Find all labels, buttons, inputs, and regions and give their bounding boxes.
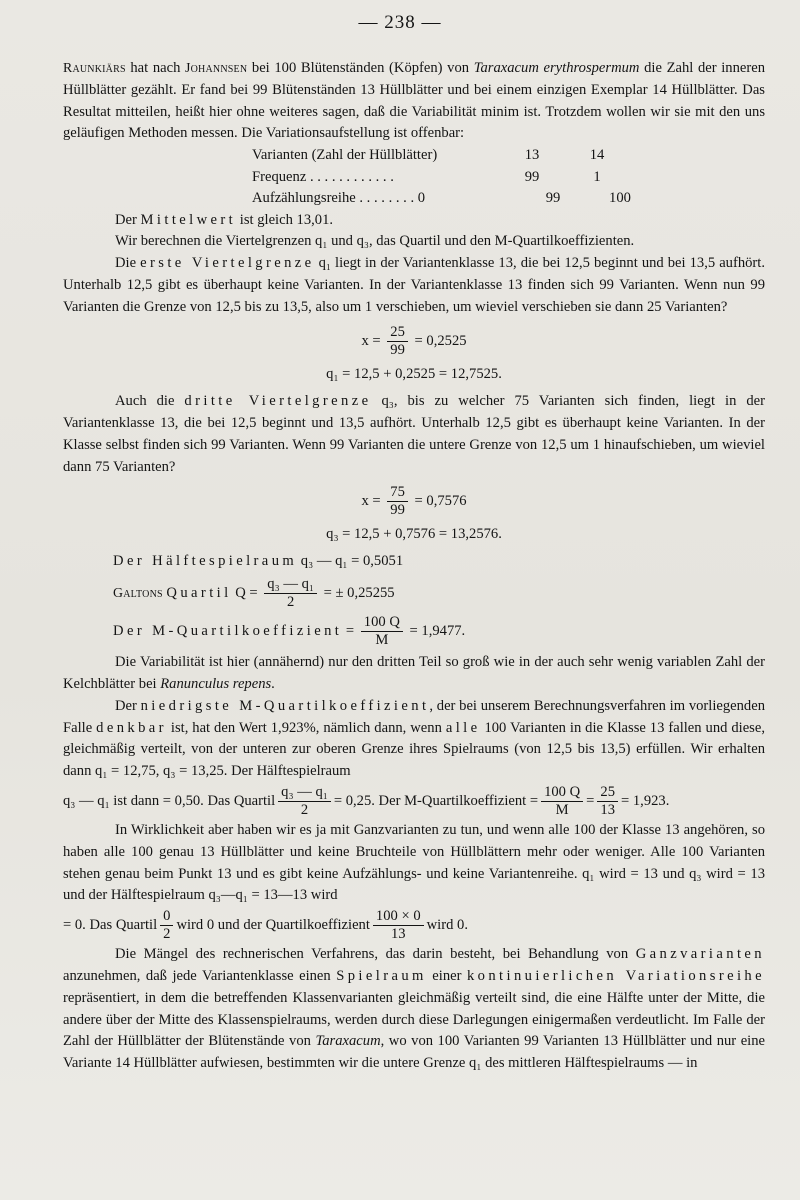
table-row: Varianten (Zahl der Hüllblätter) 13 14 bbox=[252, 147, 605, 164]
species-name: Ranunculus repens bbox=[160, 676, 272, 693]
paragraph-erste-viertelgrenze: Die erste Viertelgrenze q₁ liegt in der Variantenklasse 13, die bei 12,5 beginnt und bei 13,5 aufhört. Unterhalb 12,5 gibt es überhaupt keine Varianten. In der Variantenklasse 13 finden sich 99 Varianten. Wenn nun 99 Varianten die Grenze von 12,5 bis zu 13,5, also um 1 verschieben, um wieviel verschieben sie dann 25 Varianten? bbox=[63, 255, 765, 315]
formula-line-null: = 0. Das Quartil $\frac{0}{2}$ wird 0 und der Quartilkoeffizient $\frac{100 \times 0}{13}$ wird 0. bbox=[63, 908, 468, 943]
definition-m-quartilkoeffizient: Der M-Quartilkoeffizient = $\frac{100 Q}{M}$ = 1,9477. bbox=[113, 614, 466, 649]
fraction: $\frac{0}{2}$ bbox=[160, 908, 173, 943]
term-erste-viertelgrenze: erste Viertelgrenze bbox=[140, 255, 315, 272]
table-row: Aufzählungsreihe . . . . . . . . 0 99 100 bbox=[252, 190, 631, 207]
paragraph-intro: Raunkiärs hat nach Johannsen bei 100 Blütenständen (Köpfen) von Taraxacum erythrospermum die Zahl der inneren Hüllblätter gezählt. Er fand bei 99 Blütenständen 13 Hüllblätter und bei einem einzigen Exemplar 14 Hüllblätter. Das Resultat mitteilen, heißt hier ohne weiteres sagen, daß die Variabilität minim ist. Trotzdem wollen wir sie mit den uns geläufigen Methoden messen. Die Variationsaufstellung ist offenbar: bbox=[63, 60, 766, 142]
paragraph-variabilitaet: Die Variabilität ist hier (annähernd) nur den dritten Teil so groß wie in der auch sehr wenig variablen Zahl der Kelchblätter bei Ranunculus repens. bbox=[63, 654, 765, 693]
fraction: $\frac{25}{13}$ bbox=[597, 784, 618, 819]
variation-table bbox=[252, 145, 692, 210]
paragraph-viertelgrenzen: Wir berechnen die Viertelgrenzen q₁ und q₃, das Quartil und den M-Quartilkoeffizienten. bbox=[115, 233, 635, 250]
author-name: Galtons bbox=[113, 586, 163, 602]
term-dritte-viertelgrenze: dritte Viertelgrenze bbox=[184, 393, 372, 410]
equation-q1: q₁ = 12,5 + 0,2525 = 12,7525. bbox=[326, 365, 502, 382]
term-mittelwert: Mittelwert bbox=[140, 211, 237, 228]
equation-x1: x = $\frac{25}{99}$ = 0,2525 bbox=[361, 323, 467, 358]
species-name: Taraxacum bbox=[315, 1033, 381, 1050]
fraction: $\frac{\text{q₃ — q₁}}{2}$ bbox=[264, 576, 317, 611]
page-number: — 238 — bbox=[358, 12, 442, 33]
body-text bbox=[63, 58, 765, 1075]
fraction: $\frac{\text{q₃ — q₁}}{2}$ bbox=[278, 784, 331, 819]
fraction: $\frac{100 \times 0}{13}$ bbox=[373, 908, 424, 943]
formula-line-quartil: q₃ — q₁ ist dann = 0,50. Das Quartil $\frac{\text{q₃ — q₁}}{2}$ = 0,25. Der M-Quartilkoeffizient = $\frac{100 Q}{M}$ = $\frac{25}{13}$ = 1,923. bbox=[63, 784, 670, 819]
fraction: $\frac{25}{99}$ bbox=[387, 324, 408, 359]
paragraph-maengel: Die Mängel des rechnerischen Verfahrens, das darin besteht, bei Behandlung von Ganzvarianten anzunehmen, daß jede Variantenklasse einen Spielraum einer kontinuierlichen Variationsreihe repräsentiert, in dem die betreffenden Klassenvarianten gleichmäßig verteilt sind, die eine Hälfte unter der Mitte, die andere über der Mitte des Klassenspielraums, werden durch diese Darlegungen einigermaßen verdeutlicht. Im Falle der Zahl der Hüllblätter der Blütenstände von Taraxacum, wo von 100 Varianten 99 Varianten 13 Hüllblätter und nur eine Variante 14 Hüllblätter aufwiesen, bestimmten wir die untere Grenze q₁ des mittleren Hälftespielraums — in bbox=[63, 946, 765, 1072]
author-name: Raunkiärs bbox=[63, 61, 126, 76]
equation-q3: q₃ = 12,5 + 0,7576 = 13,2576. bbox=[326, 525, 502, 542]
fraction: $\frac{100 Q}{M}$ bbox=[361, 614, 403, 649]
species-name: Taraxacum erythrospermum bbox=[473, 60, 640, 76]
definition-haelftespielraum: Der Hälftespielraum q₃ — q₁ = 0,5051 bbox=[113, 553, 404, 570]
paragraph-mittelwert: Der Mittelwert ist gleich 13,01. bbox=[115, 211, 334, 228]
table-row: Frequenz . . . . . . . . . . . . 99 1 bbox=[252, 168, 601, 185]
equation-x3: x = $\frac{75}{99}$ = 0,7576 bbox=[361, 483, 467, 518]
author-name: Johannsen bbox=[185, 61, 248, 76]
paragraph-ganzvarianten: In Wirklichkeit aber haben wir es ja mit Ganzvarianten zu tun, und wenn alle 100 der Klasse 13 angehören, so haben alle 100 genau 13 Hüllblätter und keine Bruchteile von Hüllblättern mehr oder weniger. Alle 100 Varianten stehen genau beim Punkt 13 und es gibt keine Aufzählungs- und keine Variantenreihe. q₁ wird = 13 und q₃ wird = 13 und der Hälftespielraum q₃—q₁ = 13—13 wird bbox=[63, 822, 765, 904]
paragraph-niedrigster-koeffizient: Der niedrigste M-Quartilkoeffizient, der bei unserem Berechnungsverfahren im vorliegenden Falle denkbar ist, hat den Wert 1,923%, nämlich dann, wenn alle 100 Varianten in die Klasse 13 fallen und diese, gleichmäßig verteilt, von der unteren zur oberen Grenze ihres Spielraums (von 12,5 bis 13,5) erfüllen. Wir erhalten dann q₁ = 12,75, q₃ = 13,25. Der Hälftespielraum bbox=[63, 697, 765, 780]
definition-quartil: Galtons Quartil Q = $\frac{\text{q₃ — q₁}}{2}$ = ± 0,25255 bbox=[113, 576, 395, 611]
paragraph-dritte-viertelgrenze: Auch die dritte Viertelgrenze q₃, bis zu welcher 75 Varianten sich finden, liegt in der Variantenklasse 13, die bei 12,5 beginnt und 13,5 aufhört. Unterhalb 12,5 gibt es überhaupt keine Varianten. In der Klasse selbst finden sich 99 Varianten. Wenn 99 Varianten die untere Grenze von 12,5 um 1 hinaufschieben, um wieviel dann 75 Varianten? bbox=[63, 393, 765, 475]
fraction: $\frac{100 Q}{M}$ bbox=[541, 784, 583, 819]
fraction: $\frac{75}{99}$ bbox=[387, 484, 408, 519]
